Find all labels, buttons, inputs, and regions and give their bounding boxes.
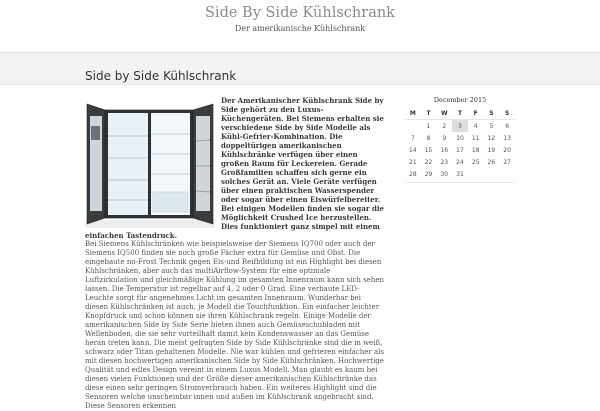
calendar-day <box>484 168 500 180</box>
calendar-weekday-row <box>405 107 515 120</box>
calendar-day: 8 <box>426 134 431 142</box>
weekday-header: T <box>452 107 468 120</box>
calendar-day: 26 <box>487 158 496 166</box>
calendar-day: 19 <box>487 146 496 154</box>
article-content <box>85 96 385 411</box>
calendar-day: 13 <box>503 134 511 142</box>
calendar-day: 25 <box>471 158 480 166</box>
calendar-day <box>468 168 484 180</box>
fridge-shadow <box>85 220 215 228</box>
calendar-day: 31 <box>456 170 464 178</box>
sidebar <box>405 96 515 191</box>
calendar-day: 9 <box>442 134 447 142</box>
site-header <box>0 0 600 52</box>
page-title-band <box>0 52 600 85</box>
calendar-day: 22 <box>424 158 433 166</box>
calendar-day: 20 <box>503 146 511 154</box>
calendar-day: 6 <box>505 122 510 130</box>
calendar-day <box>499 168 515 180</box>
calendar-day: 1 <box>426 122 431 130</box>
calendar-week <box>405 144 515 156</box>
calendar-day <box>405 120 421 133</box>
site-description: Der amerikanische Kühlschrank <box>234 24 366 33</box>
calendar-day-today: 3 <box>452 120 468 133</box>
weekday-header: W <box>436 107 452 120</box>
calendar-day: 11 <box>471 134 480 142</box>
weekday-header: S <box>499 107 515 120</box>
calendar-day: 4 <box>473 122 478 130</box>
calendar-day: 27 <box>503 158 511 166</box>
calendar-day: 17 <box>456 146 464 154</box>
water-dispenser <box>91 126 100 140</box>
calendar-day: 14 <box>409 146 417 154</box>
article-intro: Der Amerikanischer Kühlschrank Side by Side gehört zu den Luxus-Küchengeräten. Bei Siemens erhalten sie verschiedene Side by Side Modelle als Kühl-Gefrier-Kombination. Die doppeltürigen amerikanischen Kühlschränke verfügen über einen großen Raum für Leckereien. Gerade Großfamilien schaffen sich gerne ein solches Gerät an. Viele Geräte verfügen über einen praktischen Wasserspender oder sogar über einen Eiswürfelbereiter. Bei einigen Modellen finden sie sogar die Möglichkeit Crushed Ice herzustellen. Dies funktioniert ganz simpel mit einem einfachen Tastendruck. <box>85 96 384 240</box>
calendar-day: 30 <box>440 170 449 178</box>
side-by-side-fridge-image <box>85 96 215 228</box>
calendar-week <box>405 156 515 168</box>
calendar-day: 7 <box>410 134 415 142</box>
article-body: Bei Siemens Kühlschränken wie beispielsweise der Siemens IQ700 oder auch der Siemens IQ500 finden sie noch große Fächer extra für Gemüse und Obst. Die eingebaute no-Frost Technik gegen Eis-und Reifbildung ist ein Highlight bei diesen Kühlschränken, aber auch das multiAirflow-System für eine optimale Luftzirkulation und gleichmäßige Kühlung im gesamten Innenraum kann sich sehen lassen. Die Temperatur ist regelbar auf 4, 2 oder 0 Grad. Eine verbaute LED-Leuchte sorgt für angenehmes Licht im gesamten Innenraum. Wunderbar bei diesen Kühlschränken ist auch, je Modell die Touchfunktion. Ein einfacher leichter Knopfdruck und schon können sie ihren Kühlschrank regeln. Einige Modelle der amerikanischen Side by Side Serie bieten ihnen auch Gemüseschubladen mit Wellenboden, die sie sehr vorteilhaft damit kein Kondenswasser an das Gemüse heran treten kann. Die meist gefragten Side by Side Kühlschränke sind die in weiß, schwarz oder Titan gehaltenen Modelle. Nie war kühlen und gefrieren einfacher als mit diesen hochwertigen amerikanischen Side by Side Kühlschränken. Hochwertige Qualität und edles Design vereint in einem Luxus Modell. Man glaubt es kaum bei diesen vielen Funktionen und der Größe dieser amerikanischen Kühlschränke das diese einen sehr geringen Stromverbrauch haben. Ein weiteres Highlight sind die Sensoren welche unscheinbar innen und außen im Kühlschrank angebracht sind. Diese Sensoren erkennen <box>85 240 385 410</box>
calendar-week <box>405 120 515 133</box>
calendar-day: 21 <box>409 158 417 166</box>
calendar-day: 18 <box>471 146 480 154</box>
fridge-right-door-inner <box>196 116 210 211</box>
calendar-day: 29 <box>424 170 433 178</box>
calendar-week <box>405 132 515 144</box>
calendar-day: 12 <box>487 134 496 142</box>
calendar-footer <box>405 182 515 191</box>
weekday-header: T <box>421 107 437 120</box>
calendar-day: 28 <box>409 170 417 178</box>
site-title[interactable]: Side By Side Kühlschrank <box>205 5 395 21</box>
page-title: Side by Side Kühlschrank <box>85 69 237 84</box>
calendar-widget <box>405 107 515 180</box>
calendar-caption: December 2015 <box>433 96 487 104</box>
calendar-day: 2 <box>442 122 447 130</box>
weekday-header: F <box>468 107 484 120</box>
weekday-header: S <box>484 107 500 120</box>
calendar-day: 24 <box>456 158 464 166</box>
calendar-day: 10 <box>456 134 464 142</box>
calendar-day: 16 <box>440 146 449 154</box>
calendar-day: 15 <box>424 146 433 154</box>
weekday-header: M <box>405 107 421 120</box>
calendar-week <box>405 168 515 180</box>
calendar-day: 23 <box>440 158 449 166</box>
calendar-day: 5 <box>489 122 494 130</box>
